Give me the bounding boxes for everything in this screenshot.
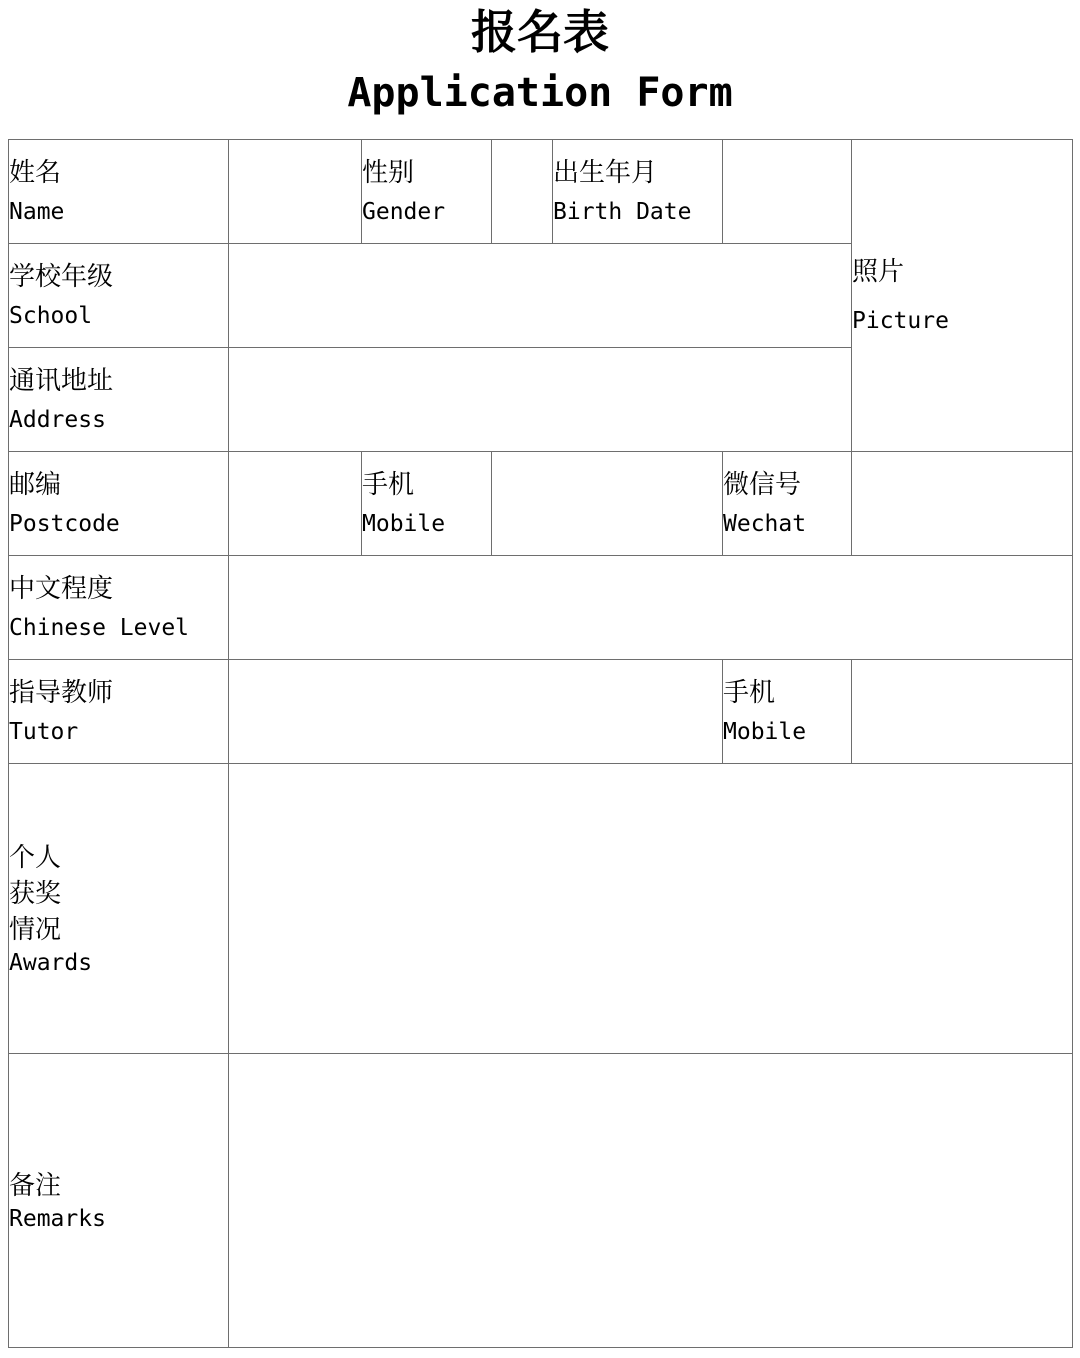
mobile-label-cn: 手机 (362, 470, 415, 500)
address-label-cell (9, 348, 229, 452)
awards-value-cell[interactable] (229, 764, 1073, 1054)
school-label-cell (9, 244, 229, 348)
picture-cell[interactable] (852, 140, 1073, 452)
name-label-cn: 姓名 (9, 158, 62, 188)
postcode-label-en: Postcode (9, 511, 120, 537)
name-label-en: Name (9, 199, 65, 225)
address-value-cell[interactable] (229, 348, 852, 452)
school-label-en: School (9, 303, 93, 329)
chinese-level-value-cell[interactable] (229, 556, 1073, 660)
wechat-label-cell (723, 452, 852, 556)
form-title-chinese: 报名表 (471, 5, 609, 59)
postcode-label-cn: 邮编 (9, 470, 62, 500)
awards-label-cn-line-1: 个人 (9, 842, 62, 873)
remarks-value-cell[interactable] (229, 1054, 1073, 1348)
chinese-level-label-cell (9, 556, 229, 660)
application-form-table (8, 139, 1073, 1348)
mobile-label-en: Mobile (362, 511, 446, 537)
address-label-cn: 通讯地址 (9, 366, 114, 396)
tutor-mobile-label-en: Mobile (723, 719, 807, 745)
form-row-contact (9, 452, 1073, 556)
remarks-label-en: Remarks (9, 1205, 106, 1232)
mobile-value-cell[interactable] (492, 452, 723, 556)
awards-label-cell (9, 764, 229, 1054)
postcode-label-cell (9, 452, 229, 556)
tutor-value-cell[interactable] (229, 660, 723, 764)
form-title-english: Application Form (347, 70, 733, 116)
tutor-mobile-value-cell[interactable] (852, 660, 1073, 764)
gender-label-cn: 性别 (362, 158, 415, 188)
name-label-cell (9, 140, 229, 244)
birth-date-label-en: Birth Date (553, 199, 692, 225)
form-row-chinese-level (9, 556, 1073, 660)
school-label-cn: 学校年级 (9, 262, 114, 292)
wechat-label-en: Wechat (723, 511, 807, 537)
chinese-level-label-cn: 中文程度 (9, 574, 114, 604)
awards-label-en: Awards (9, 949, 93, 976)
awards-label-cn-line-3: 情况 (9, 914, 62, 945)
chinese-level-label-en: Chinese Level (9, 615, 190, 641)
awards-label-cn-line-2: 获奖 (9, 878, 62, 909)
address-label-en: Address (9, 407, 106, 433)
remarks-label-cn: 备注 (9, 1170, 62, 1201)
gender-value-cell[interactable] (492, 140, 553, 244)
gender-label-cell (362, 140, 492, 244)
school-value-cell[interactable] (229, 244, 852, 348)
tutor-label-en: Tutor (9, 719, 79, 745)
tutor-label-cell (9, 660, 229, 764)
picture-label-cn: 照片 (852, 256, 905, 287)
birth-date-label-cn: 出生年月 (553, 158, 658, 188)
picture-label-en: Picture (852, 307, 949, 334)
birth-date-label-cell (553, 140, 723, 244)
tutor-mobile-label-cell (723, 660, 852, 764)
remarks-label-cell (9, 1054, 229, 1348)
form-row-remarks (9, 1054, 1073, 1348)
form-row-tutor (9, 660, 1073, 764)
tutor-label-cn: 指导教师 (9, 678, 114, 708)
birth-date-value-cell[interactable] (723, 140, 852, 244)
mobile-label-cell (362, 452, 492, 556)
tutor-mobile-label-cn: 手机 (723, 678, 776, 708)
postcode-value-cell[interactable] (229, 452, 362, 556)
wechat-value-cell[interactable] (852, 452, 1073, 556)
gender-label-en: Gender (362, 199, 446, 225)
form-row-name (9, 140, 1073, 244)
name-value-cell[interactable] (229, 140, 362, 244)
form-row-awards (9, 764, 1073, 1054)
wechat-label-cn: 微信号 (723, 470, 802, 500)
